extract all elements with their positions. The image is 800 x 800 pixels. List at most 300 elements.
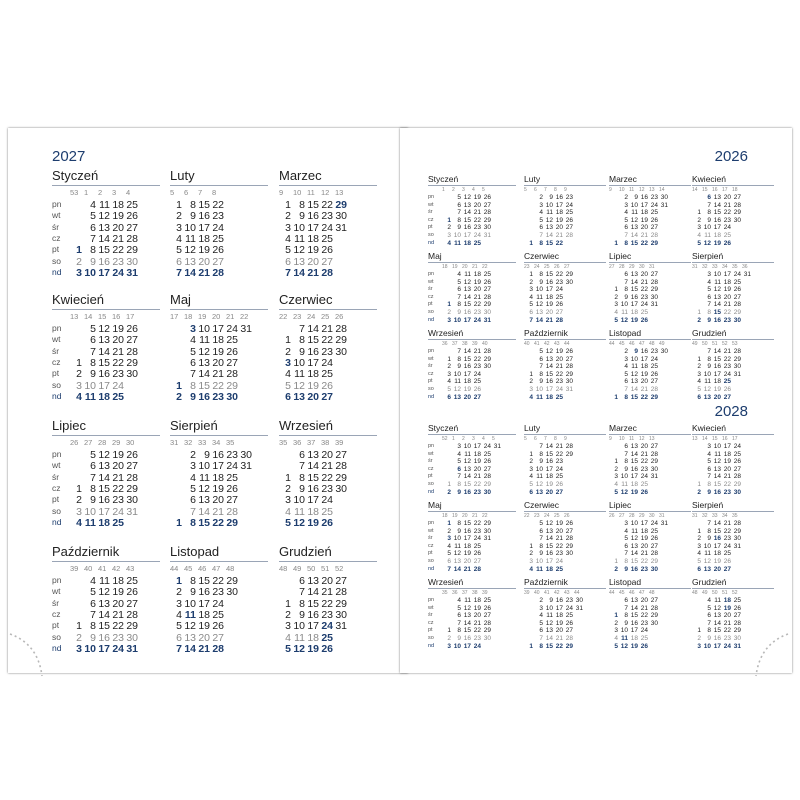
week-number: 17 — [722, 187, 728, 193]
month-name: Czerwiec — [524, 500, 559, 510]
day-number: 25 — [126, 575, 138, 587]
day-number: 16 — [198, 586, 210, 599]
month-name: Grudzień — [692, 328, 727, 338]
month-divider — [279, 561, 377, 562]
day-number: 20 — [555, 627, 563, 635]
day-number: 4 — [285, 232, 291, 245]
week-number: 30 — [126, 438, 135, 447]
day-number: 24 — [733, 271, 741, 278]
day-number: 12 — [453, 386, 461, 393]
day-number: 6 — [299, 575, 305, 587]
day-number: 21 — [307, 266, 319, 279]
day-number: 25 — [212, 608, 224, 621]
day-number: 20 — [640, 271, 648, 278]
day-number: 21 — [473, 293, 481, 301]
week-number: 16 — [712, 187, 718, 193]
day-label: pn — [52, 199, 62, 209]
week-number: 31 — [692, 513, 698, 519]
day-number: 1 — [529, 450, 533, 458]
day-number: 3 — [707, 271, 711, 278]
day-label: śr — [428, 209, 433, 216]
day-number: 3 — [457, 443, 461, 450]
day-number: 18 — [630, 309, 638, 316]
week-number: 40 — [84, 564, 93, 573]
day-number: 25 — [321, 631, 333, 644]
week-number: 24 — [307, 312, 316, 321]
day-number: 21 — [640, 278, 648, 286]
week-number: 22 — [482, 513, 488, 519]
corner-dots-decoration — [750, 632, 790, 682]
day-number: 6 — [90, 334, 96, 347]
day-number: 18 — [723, 450, 731, 458]
day-number: 3 — [624, 520, 628, 527]
week-number: 12 — [639, 187, 645, 193]
month-block — [692, 251, 774, 326]
day-number: 5 — [707, 458, 711, 466]
day-number: 6 — [176, 631, 182, 644]
day-number: 5 — [624, 370, 628, 378]
week-number: 13 — [649, 436, 655, 442]
day-number: 11 — [294, 232, 305, 245]
week-number: 28 — [98, 438, 107, 447]
day-number: 18 — [713, 232, 721, 239]
day-label: pt — [52, 244, 60, 255]
day-label: wt — [52, 334, 61, 345]
day-number: 8 — [299, 597, 305, 610]
day-label: cz — [428, 619, 434, 626]
week-number: 2 — [452, 187, 455, 193]
day-number: 13 — [463, 286, 471, 294]
day-number: 24 — [640, 473, 648, 481]
day-number: 22 — [723, 527, 731, 535]
day-number: 4 — [76, 516, 82, 529]
day-number: 29 — [650, 239, 658, 247]
day-number: 22 — [723, 481, 731, 488]
day-number: 27 — [335, 449, 347, 461]
month-block — [692, 328, 774, 403]
day-number: 18 — [463, 239, 471, 247]
day-number: 15 — [630, 612, 638, 620]
week-number: 52 — [335, 564, 344, 573]
week-number: 33 — [198, 438, 207, 447]
day-number: 15 — [98, 244, 110, 257]
day-number: 10 — [198, 460, 210, 473]
day-number: 1 — [697, 209, 701, 217]
day-number: 29 — [565, 271, 573, 278]
day-number: 9 — [624, 619, 628, 627]
day-number: 19 — [555, 216, 563, 224]
day-number: 29 — [226, 379, 238, 392]
day-number: 24 — [321, 356, 333, 369]
day-number: 20 — [463, 558, 471, 565]
week-number: 23 — [524, 264, 530, 270]
day-number: 27 — [483, 465, 491, 473]
day-number: 8 — [707, 481, 711, 488]
month-divider — [170, 185, 268, 186]
week-number: 49 — [702, 590, 708, 596]
day-number: 22 — [112, 620, 124, 633]
week-number: 29 — [629, 264, 635, 270]
day-number: 4 — [90, 575, 96, 587]
week-number: 9 — [279, 188, 284, 197]
day-number: 11 — [621, 309, 628, 316]
month-divider — [524, 434, 606, 435]
day-label: pn — [428, 271, 435, 277]
day-number: 11 — [704, 232, 711, 239]
day-number: 1 — [447, 216, 451, 224]
day-number: 2 — [176, 586, 182, 599]
day-number: 28 — [650, 232, 658, 239]
day-number: 6 — [624, 443, 628, 450]
day-number: 11 — [454, 378, 461, 386]
day-number: 31 — [650, 473, 658, 481]
day-number: 16 — [463, 527, 471, 535]
day-number: 8 — [299, 471, 305, 484]
day-number: 10 — [453, 642, 461, 650]
day-number: 19 — [112, 210, 124, 223]
day-number: 25 — [650, 527, 658, 535]
day-number: 5 — [624, 535, 628, 543]
day-number: 12 — [620, 488, 628, 496]
day-number: 18 — [545, 565, 553, 573]
day-number: 25 — [650, 209, 658, 217]
day-number: 10 — [545, 604, 553, 612]
day-number: 20 — [321, 575, 333, 587]
day-number: 9 — [539, 458, 543, 466]
day-number: 30 — [650, 465, 658, 473]
day-number: 21 — [555, 443, 563, 450]
day-number: 18 — [713, 378, 721, 386]
day-number: 7 — [707, 348, 711, 355]
week-number: 41 — [534, 341, 540, 347]
day-number: 20 — [713, 393, 721, 401]
day-number: 8 — [707, 355, 711, 363]
day-number: 4 — [624, 209, 628, 217]
day-number: 20 — [545, 309, 553, 316]
day-number: 2 — [539, 194, 543, 201]
day-number: 14 — [630, 450, 638, 458]
day-number: 13 — [98, 597, 110, 610]
day-number: 13 — [463, 465, 471, 473]
day-number: 3 — [614, 473, 618, 481]
week-number: 35 — [279, 438, 288, 447]
day-number: 6 — [539, 527, 543, 535]
week-number: 1 — [84, 188, 89, 197]
day-number: 22 — [723, 355, 731, 363]
day-number: 6 — [176, 255, 182, 268]
month-block — [609, 328, 691, 403]
day-number: 13 — [198, 356, 210, 369]
day-number: 15 — [98, 356, 110, 369]
day-number: 9 — [190, 586, 196, 599]
day-number: 30 — [733, 316, 741, 324]
day-number: 25 — [473, 378, 481, 386]
day-number: 3 — [447, 370, 451, 378]
day-number: 9 — [90, 368, 96, 381]
day-number: 12 — [545, 216, 553, 224]
day-number: 1 — [614, 393, 618, 401]
day-number: 3 — [447, 642, 451, 650]
day-number: 14 — [293, 266, 305, 279]
day-number: 9 — [549, 597, 553, 604]
day-number: 31 — [733, 370, 741, 378]
day-number: 21 — [473, 473, 481, 481]
day-number: 1 — [176, 379, 182, 392]
day-number: 10 — [198, 323, 210, 335]
day-number: 27 — [473, 558, 481, 565]
day-number: 6 — [90, 221, 96, 234]
day-number: 9 — [299, 345, 305, 358]
week-number: 10 — [619, 436, 625, 442]
month-name: Grudzień — [692, 577, 727, 587]
day-number: 11 — [536, 393, 543, 401]
week-number: 22 — [482, 264, 488, 270]
day-number: 7 — [176, 642, 182, 655]
day-number: 18 — [640, 209, 648, 217]
week-number: 4 — [126, 188, 131, 197]
day-number: 26 — [650, 535, 658, 543]
day-number: 11 — [621, 635, 628, 642]
day-number: 16 — [713, 635, 721, 642]
month-name: Grudzień — [279, 544, 332, 559]
day-number: 5 — [539, 216, 543, 224]
day-number: 28 — [733, 619, 741, 627]
day-number: 11 — [454, 239, 461, 247]
day-number: 14 — [630, 604, 638, 612]
day-number: 21 — [463, 565, 471, 573]
month-divider — [609, 511, 691, 512]
day-number: 28 — [335, 586, 347, 599]
day-number: 23 — [212, 586, 224, 599]
week-number: 52 — [442, 436, 448, 442]
day-number: 6 — [707, 194, 711, 201]
day-number: 21 — [555, 232, 563, 239]
month-divider — [609, 339, 691, 340]
month-name: Listopad — [609, 328, 642, 338]
day-number: 4 — [447, 239, 451, 247]
month-block — [524, 500, 606, 575]
day-number: 28 — [733, 201, 741, 209]
day-number: 13 — [184, 255, 196, 268]
day-number: 17 — [555, 201, 563, 209]
day-number: 15 — [198, 575, 210, 587]
day-number: 12 — [98, 586, 110, 599]
week-number: 20 — [212, 312, 221, 321]
day-number: 12 — [703, 386, 711, 393]
day-label: śr — [428, 363, 433, 370]
day-number: 27 — [321, 255, 333, 268]
day-number: 10 — [184, 221, 196, 234]
day-number: 1 — [529, 370, 533, 378]
day-number: 17 — [212, 460, 224, 473]
day-number: 12 — [620, 316, 628, 324]
day-number: 19 — [198, 244, 210, 257]
day-number: 14 — [307, 323, 319, 335]
day-number: 24 — [473, 642, 481, 650]
day-number: 12 — [98, 449, 110, 461]
day-number: 24 — [723, 370, 731, 378]
day-number: 3 — [190, 460, 196, 473]
day-number: 20 — [555, 224, 563, 232]
day-number: 9 — [299, 482, 305, 495]
day-number: 22 — [640, 239, 648, 247]
day-number: 2 — [697, 488, 701, 496]
day-number: 12 — [630, 216, 638, 224]
day-number: 21 — [640, 604, 648, 612]
day-label: śr — [52, 345, 60, 356]
day-number: 7 — [539, 635, 543, 642]
day-number: 2 — [614, 293, 618, 301]
day-number: 29 — [126, 620, 138, 633]
day-number: 17 — [630, 627, 638, 635]
day-number: 2 — [529, 458, 533, 466]
day-number: 23 — [212, 210, 224, 223]
day-number: 29 — [650, 393, 658, 401]
day-number: 7 — [624, 450, 628, 458]
day-number: 15 — [198, 379, 210, 392]
day-number: 12 — [713, 604, 721, 612]
day-number: 27 — [555, 488, 563, 496]
day-number: 25 — [226, 471, 238, 484]
month-divider — [52, 435, 160, 436]
day-number: 15 — [463, 520, 471, 527]
day-number: 9 — [707, 363, 711, 371]
day-label: śr — [52, 471, 60, 482]
day-number: 18 — [545, 393, 553, 401]
day-number: 24 — [473, 232, 481, 239]
day-number: 8 — [707, 209, 711, 217]
day-number: 13 — [535, 309, 543, 316]
day-number: 6 — [707, 293, 711, 301]
day-number: 5 — [285, 244, 291, 257]
day-number: 8 — [624, 286, 628, 294]
day-number: 14 — [307, 460, 319, 473]
day-number: 28 — [733, 301, 741, 309]
day-label: pt — [428, 378, 433, 385]
day-number: 6 — [457, 612, 461, 620]
month-block — [609, 174, 691, 249]
day-number: 28 — [335, 460, 347, 473]
day-label: nd — [52, 642, 62, 653]
day-number: 6 — [190, 494, 196, 507]
day-number: 23 — [640, 565, 648, 573]
day-number: 23 — [473, 224, 481, 232]
week-number: 42 — [554, 590, 560, 596]
day-number: 24 — [321, 494, 333, 507]
day-number: 14 — [545, 363, 553, 371]
day-number: 7 — [190, 368, 196, 381]
day-number: 12 — [713, 458, 721, 466]
day-number: 28 — [226, 368, 238, 381]
day-number: 2 — [697, 316, 701, 324]
day-number: 10 — [293, 620, 305, 633]
day-number: 8 — [624, 458, 628, 466]
week-number: 14 — [659, 187, 665, 193]
month-block — [524, 251, 606, 326]
day-number: 16 — [555, 194, 563, 201]
day-number: 28 — [555, 316, 563, 324]
day-number: 7 — [707, 473, 711, 481]
day-number: 18 — [112, 575, 124, 587]
day-number: 11 — [546, 209, 553, 217]
day-number: 15 — [545, 542, 553, 550]
day-number: 17 — [713, 224, 721, 232]
month-block — [524, 174, 606, 249]
month-block — [524, 328, 606, 403]
day-number: 13 — [535, 488, 543, 496]
day-number: 26 — [555, 481, 563, 488]
day-number: 22 — [321, 334, 333, 347]
day-number: 7 — [707, 301, 711, 309]
day-number: 23 — [321, 210, 333, 223]
day-number: 1 — [614, 558, 618, 565]
week-number: 22 — [524, 513, 530, 519]
day-number: 28 — [650, 550, 658, 558]
day-number: 7 — [624, 278, 628, 286]
month-name: Czerwiec — [279, 292, 333, 307]
day-number: 17 — [212, 323, 224, 335]
day-number: 14 — [630, 278, 638, 286]
day-number: 28 — [126, 345, 138, 358]
day-number: 3 — [447, 232, 451, 239]
month-divider — [692, 185, 774, 186]
week-number: 26 — [70, 438, 79, 447]
week-number: 36 — [293, 438, 302, 447]
day-number: 7 — [624, 604, 628, 612]
week-number: 47 — [639, 590, 645, 596]
day-number: 9 — [90, 631, 96, 644]
day-number: 25 — [565, 612, 573, 620]
day-number: 2 — [285, 345, 291, 358]
day-number: 25 — [126, 199, 138, 211]
day-number: 7 — [457, 209, 461, 217]
day-number: 21 — [723, 473, 731, 481]
day-number: 23 — [473, 309, 481, 316]
day-number: 16 — [545, 550, 553, 558]
day-number: 16 — [463, 363, 471, 371]
day-number: 12 — [630, 535, 638, 543]
month-name: Wrzesień — [428, 577, 464, 587]
day-number: 5 — [697, 558, 701, 565]
day-number: 21 — [723, 520, 731, 527]
day-number: 25 — [555, 293, 563, 301]
day-number: 5 — [447, 386, 451, 393]
week-number: 39 — [472, 341, 478, 347]
day-number: 2 — [529, 278, 533, 286]
day-number: 27 — [733, 465, 741, 473]
day-number: 5 — [614, 642, 618, 650]
day-number: 31 — [565, 386, 573, 393]
day-number: 7 — [624, 550, 628, 558]
day-number: 4 — [457, 271, 461, 278]
day-number: 20 — [473, 612, 481, 620]
day-number: 19 — [723, 286, 731, 294]
day-number: 13 — [713, 293, 721, 301]
day-number: 29 — [226, 575, 238, 587]
day-number: 29 — [733, 481, 741, 488]
day-number: 18 — [713, 550, 721, 558]
day-number: 11 — [631, 527, 638, 535]
week-number: 43 — [126, 564, 135, 573]
day-number: 15 — [463, 481, 471, 488]
day-number: 14 — [535, 316, 543, 324]
day-number: 17 — [713, 642, 721, 650]
day-number: 27 — [321, 390, 333, 403]
day-number: 28 — [565, 443, 573, 450]
day-number: 1 — [697, 355, 701, 363]
day-number: 12 — [535, 481, 543, 488]
day-number: 28 — [212, 266, 224, 279]
